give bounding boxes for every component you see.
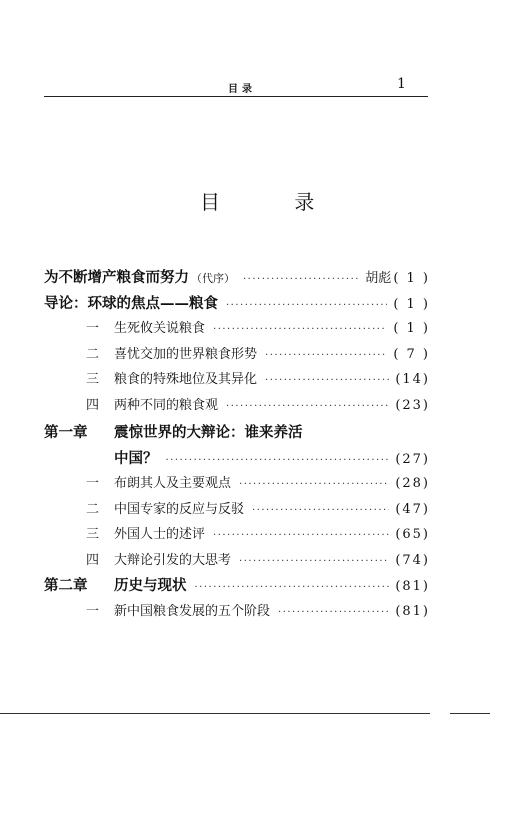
entry-page: (65) xyxy=(395,527,430,542)
entry-title: 粮食的特殊地位及其异化 xyxy=(114,372,258,387)
leader-dots xyxy=(195,582,390,593)
entry-number: 四 xyxy=(86,552,100,568)
entry-title: 中国专家的反应与反驳 xyxy=(114,501,245,517)
entry-page: (81) xyxy=(395,579,430,594)
toc-subentry xyxy=(44,549,430,575)
footer-rule-segment xyxy=(450,713,490,714)
leader-dots xyxy=(278,607,389,618)
entry-title: 中国？ xyxy=(114,449,158,467)
entry-title: 震惊世界的大辩论：谁来养活 xyxy=(114,424,303,441)
leader-dots xyxy=(213,530,389,541)
toc-subentry xyxy=(44,472,430,498)
leader-dots xyxy=(226,401,389,412)
entry-page: ( 7 ) xyxy=(393,346,430,362)
entry-number: 一 xyxy=(86,321,100,336)
chapter-number: 第一章 xyxy=(44,424,88,441)
leader-dots xyxy=(252,505,389,516)
header-rule xyxy=(44,96,428,97)
leader-dots xyxy=(166,455,390,466)
entry-title: 导论：环球的焦点——粮食 xyxy=(44,294,218,312)
running-header-page-number: 1 xyxy=(397,76,406,92)
toc-chapter-2 xyxy=(44,574,430,600)
toc-subentry xyxy=(44,523,430,549)
running-header-title: 目录 xyxy=(228,84,256,95)
toc-subentry xyxy=(44,600,430,626)
entry-title: 喜忧交加的世界粮食形势 xyxy=(114,346,258,362)
entry-note: （代序） xyxy=(191,272,235,285)
entry-number: 四 xyxy=(86,397,100,413)
entry-page: (81) xyxy=(395,603,430,619)
entry-page: (23) xyxy=(395,397,430,413)
toc-subentry xyxy=(44,317,430,343)
entry-page: ( 1 ) xyxy=(393,321,430,336)
entry-number: 二 xyxy=(86,501,100,517)
entry-title: 外国人士的述评 xyxy=(114,527,206,542)
entry-number: 二 xyxy=(86,346,100,362)
entry-page: (28) xyxy=(395,476,430,491)
entry-page: (47) xyxy=(395,501,430,517)
leader-dots xyxy=(239,479,389,490)
entry-author: 胡彪 xyxy=(365,271,392,286)
entry-page: ( 1 ) xyxy=(393,296,430,312)
entry-title: 两种不同的粮食观 xyxy=(114,397,219,413)
entry-title: 生死攸关说粮食 xyxy=(114,321,206,336)
toc-title: 目 录 xyxy=(200,190,349,214)
toc-subentry xyxy=(44,368,430,394)
chapter-number: 第二章 xyxy=(44,577,88,594)
entry-number: 三 xyxy=(86,372,100,387)
entry-title: 历史与现状 xyxy=(114,577,187,594)
entry-number: 一 xyxy=(86,476,100,491)
leader-dots xyxy=(213,324,387,335)
toc-entry-introduction xyxy=(44,292,430,318)
footer-rule xyxy=(0,713,430,714)
toc-subentry xyxy=(44,498,430,524)
entry-page: (14) xyxy=(395,372,430,387)
leader-dots xyxy=(265,350,387,361)
toc-entry-preface xyxy=(44,266,430,292)
toc-chapter-1-continued xyxy=(44,447,430,473)
toc-subentry xyxy=(44,394,430,420)
toc-subentry xyxy=(44,343,430,369)
entry-number: 一 xyxy=(86,603,100,619)
entry-page: (27) xyxy=(395,451,430,467)
leader-dots xyxy=(226,300,387,311)
entry-title: 大辩论引发的大思考 xyxy=(114,552,232,568)
entry-title: 布朗其人及主要观点 xyxy=(114,476,232,491)
leader-dots xyxy=(265,375,389,386)
table-of-contents xyxy=(44,266,430,625)
toc-chapter-1 xyxy=(44,421,430,447)
leader-dots xyxy=(243,274,359,285)
entry-number: 三 xyxy=(86,527,100,542)
entry-title: 新中国粮食发展的五个阶段 xyxy=(114,603,271,619)
entry-page: ( 1 ) xyxy=(393,271,430,286)
entry-page: (74) xyxy=(395,552,430,568)
leader-dots xyxy=(239,556,389,567)
entry-title: 为不断增产粮食而努力 xyxy=(44,269,189,286)
